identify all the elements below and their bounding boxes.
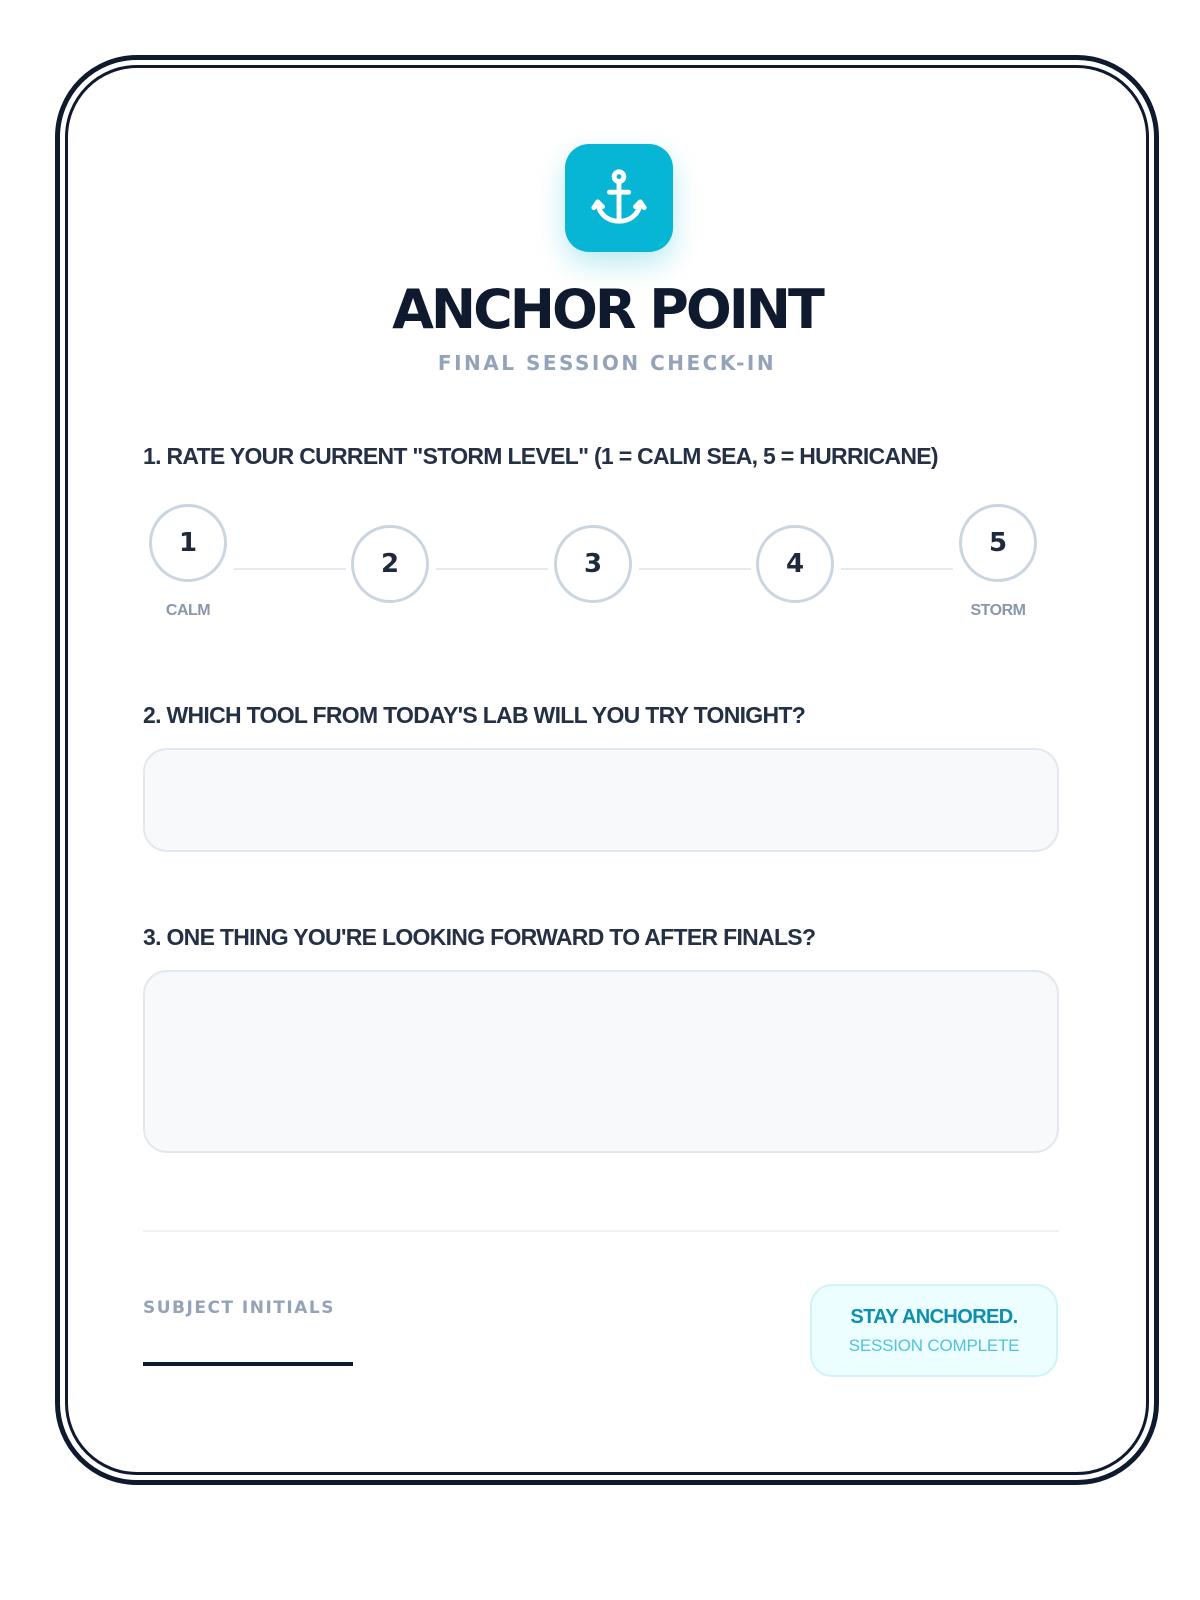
subject-initials-signature-line[interactable]: [143, 1362, 353, 1366]
session-complete-badge: [810, 1284, 1058, 1377]
scale-connector: [436, 568, 548, 570]
scale-connector: [639, 568, 751, 570]
badge-sub-text: SESSION COMPLETE: [848, 1336, 1020, 1355]
scale-min-caption: CALM: [165, 602, 211, 619]
page-title: ANCHOR POINT: [392, 278, 822, 341]
question-2-label: 2. WHICH TOOL FROM TODAY'S LAB WILL YOU TRY TONIGHT?: [143, 702, 806, 728]
scale-connector: [841, 568, 953, 570]
storm-level-option-1[interactable]: 1: [149, 504, 227, 582]
storm-level-option-5[interactable]: 5: [959, 504, 1037, 582]
storm-level-option-3[interactable]: 3: [554, 525, 632, 603]
after-finals-textarea[interactable]: [143, 970, 1059, 1153]
logo-badge: [565, 144, 673, 252]
scale-max-caption: STORM: [970, 602, 1026, 619]
storm-level-option-2[interactable]: 2: [351, 525, 429, 603]
badge-main-text: STAY ANCHORED.: [850, 1306, 1018, 1328]
card-inner-border: [65, 65, 1149, 1475]
question-1-label: 1. RATE YOUR CURRENT "STORM LEVEL" (1 = CALM SEA, 5 = HURRICANE): [143, 443, 938, 469]
scale-connector: [234, 568, 346, 570]
page-subtitle: FINAL SESSION CHECK-IN: [437, 351, 777, 375]
subject-initials-label: SUBJECT INITIALS: [143, 1298, 335, 1318]
footer-divider: [143, 1230, 1059, 1232]
storm-level-option-4[interactable]: 4: [756, 525, 834, 603]
tonight-tool-input[interactable]: [143, 748, 1059, 852]
checkin-card: [55, 55, 1159, 1485]
question-3-label: 3. ONE THING YOU'RE LOOKING FORWARD TO AFTER FINALS?: [143, 924, 816, 950]
anchor-icon: [588, 167, 650, 229]
